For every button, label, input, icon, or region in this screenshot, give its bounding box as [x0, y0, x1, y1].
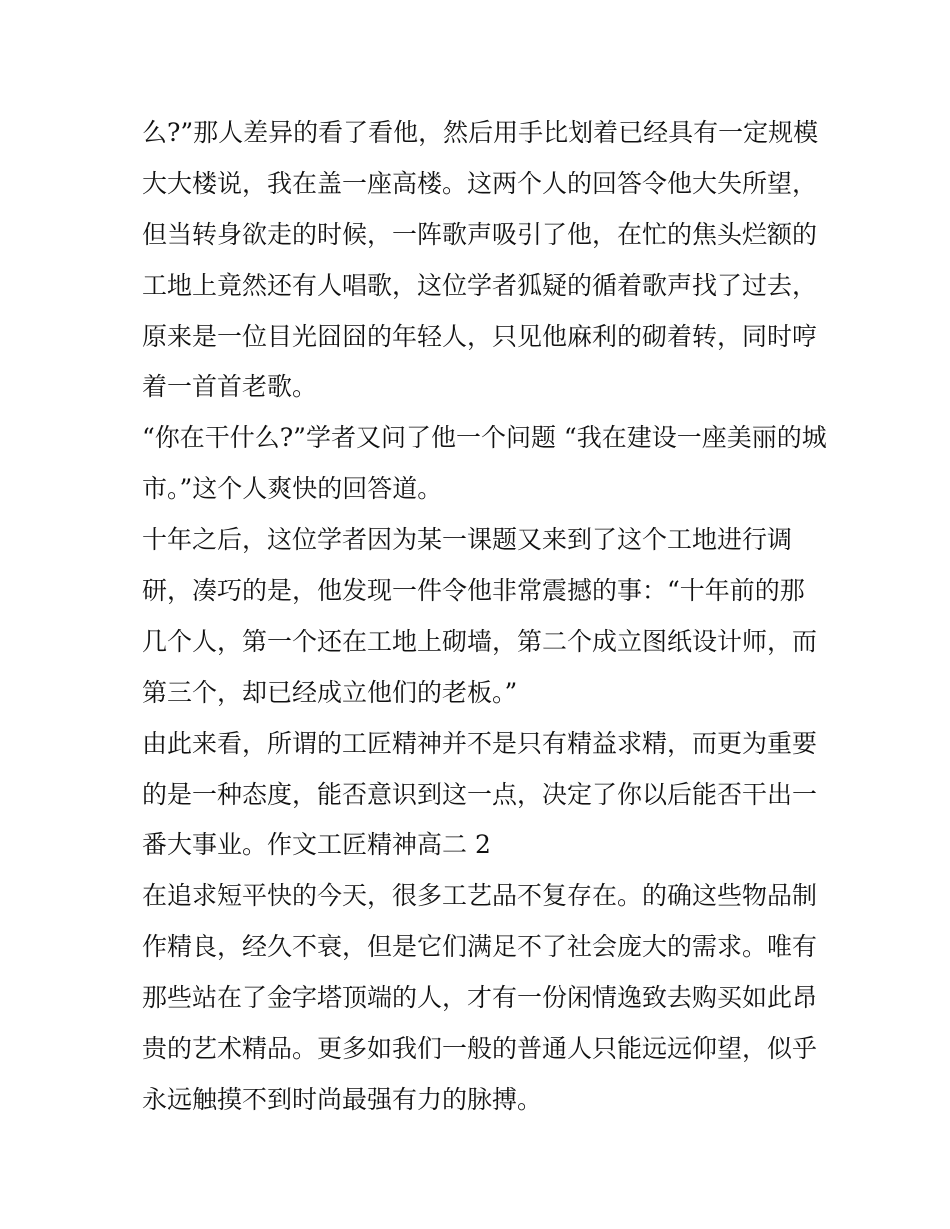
- text-line: 在追求短平快的今天，很多工艺品不复存在。的确这些物品制: [142, 881, 818, 911]
- text-line: 大大楼说，我在盖一座高楼。这两个人的回答令他大失所望，: [142, 168, 818, 198]
- text-line: “你在干什么?”学者又问了他一个问题 “我在建设一座美丽的城: [142, 423, 827, 453]
- text-line: 市。”这个人爽快的回答道。: [142, 474, 443, 504]
- text-line: 永远触摸不到时尚最强有力的脉搏。: [142, 1084, 543, 1114]
- text-line: 工地上竟然还有人唱歌，这位学者狐疑的循着歌声找了过去，: [142, 270, 818, 300]
- text-line: 那些站在了金字塔顶端的人，才有一份闲情逸致去购买如此昂: [142, 983, 818, 1013]
- text-line: 番大事业。作文工匠精神高二 2: [142, 830, 491, 860]
- text-line: 着一首首老歌。: [142, 372, 318, 402]
- text-line: 作精良，经久不衰，但是它们满足不了社会庞大的需求。唯有: [142, 932, 818, 962]
- text-line: 但当转身欲走的时候，一阵歌声吸引了他，在忙的焦头烂额的: [142, 219, 818, 249]
- essay-text: [142, 108, 827, 1126]
- text-line: 原来是一位目光囧囧的年轻人，只见他麻利的砌着转，同时哼: [142, 321, 818, 351]
- text-line: 的是一种态度，能否意识到这一点，决定了你以后能否干出一: [142, 779, 818, 809]
- text-line: 贵的艺术精品。更多如我们一般的普通人只能远远仰望，似乎: [142, 1034, 818, 1064]
- text-line: 第三个，却已经成立他们的老板。”: [142, 677, 518, 707]
- text-line: 几个人，第一个还在工地上砌墙，第二个成立图纸设计师，而: [142, 626, 818, 656]
- text-line: 研，凑巧的是，他发现一件令他非常震撼的事：“十年前的那: [142, 576, 805, 606]
- text-line: 由此来看，所谓的工匠精神并不是只有精益求精，而更为重要: [142, 728, 818, 758]
- text-line: 十年之后，这位学者因为某一课题又来到了这个工地进行调: [142, 525, 793, 555]
- text-line: 么?”那人差异的看了看他，然后用手比划着已经具有一定规模: [142, 118, 819, 147]
